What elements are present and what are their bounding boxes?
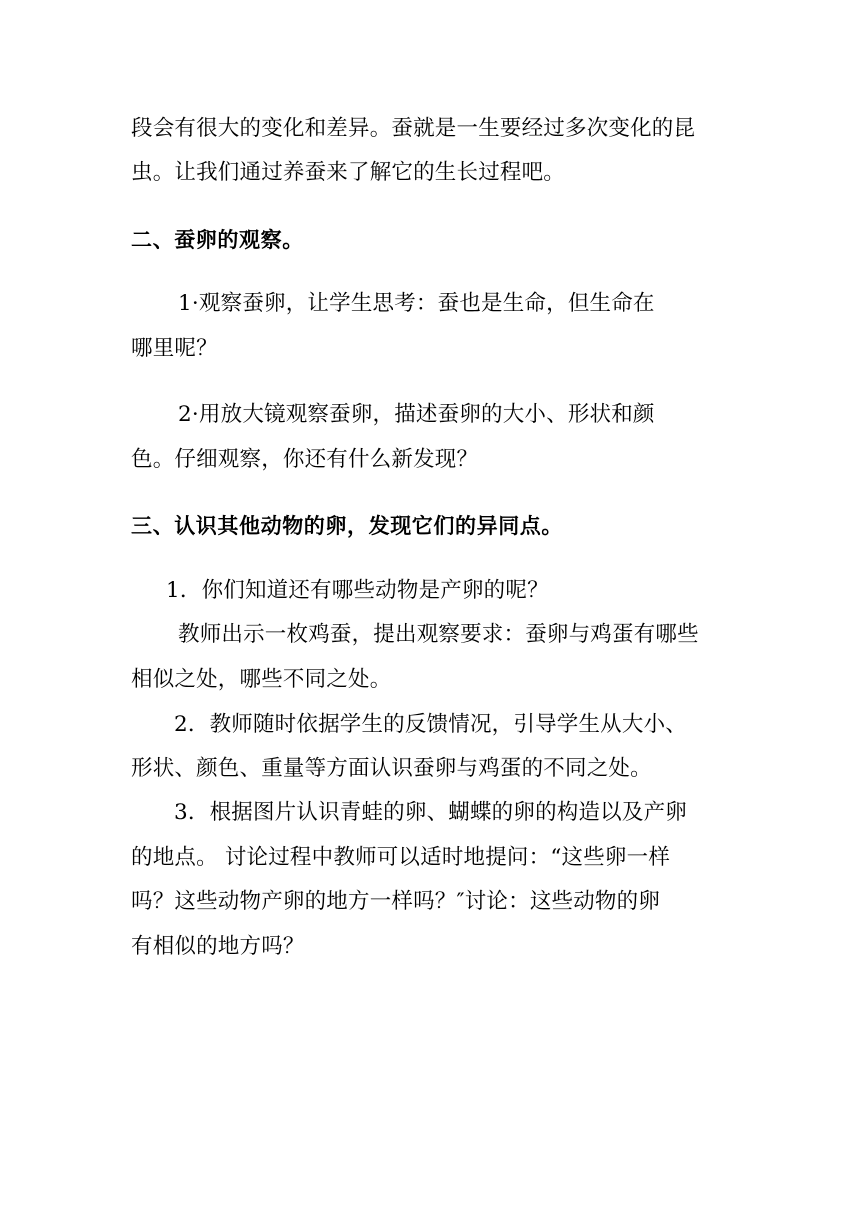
section-3-item-3-line-4: 有相似的地方吗？ [131, 934, 305, 959]
section-3-item-3-line-3: 吗？这些动物产卵的地方一样吗？″讨论：这些动物的卵 [131, 889, 661, 914]
section-2-item-1-line-1: 1·观察蚕卵，让学生思考：蚕也是生命，但生命在 [178, 291, 655, 316]
section-3-item-2-line-2: 形状、颜色、重量等方面认识蚕卵与鸡蛋的不同之处。 [131, 756, 652, 781]
intro-line-2: 虫。让我们通过养蚕来了解它的生长过程吧。 [131, 160, 566, 185]
section-3-item-3-line-1: 3．根据图片认识青蛙的卵、蝴蝶的卵的构造以及产卵 [174, 800, 687, 825]
section-3-paragraph-line-2: 相似之处，哪些不同之处。 [131, 667, 392, 692]
section-3-item-3-line-2: 的地点。 讨论过程中教师可以适时地提问：“这些卵一样 [131, 845, 671, 870]
section-3-paragraph-line-1: 教师出示一枚鸡蚕，提出观察要求：蚕卵与鸡蛋有哪些 [178, 622, 699, 647]
intro-line-1: 段会有很大的变化和差异。蚕就是一生要经过多次变化的昆 [131, 116, 696, 141]
section-3-heading: 三、认识其他动物的卵，发现它们的异同点。 [131, 514, 563, 538]
section-2-item-2-line-1: 2·用放大镜观察蚕卵，描述蚕卵的大小、形状和颜 [178, 402, 655, 427]
section-2-item-1-line-2: 哪里呢？ [131, 336, 218, 361]
section-2-item-2-line-2: 色。仔细观察，你还有什么新发现？ [131, 447, 479, 472]
section-3-item-1-line-1: 1．你们知道还有哪些动物是产卵的呢？ [166, 578, 549, 603]
section-3-item-2-line-1: 2．教师随时依据学生的反馈情况，引导学生从大小、 [174, 712, 687, 737]
section-2-heading: 二、蚕卵的观察。 [131, 228, 304, 252]
